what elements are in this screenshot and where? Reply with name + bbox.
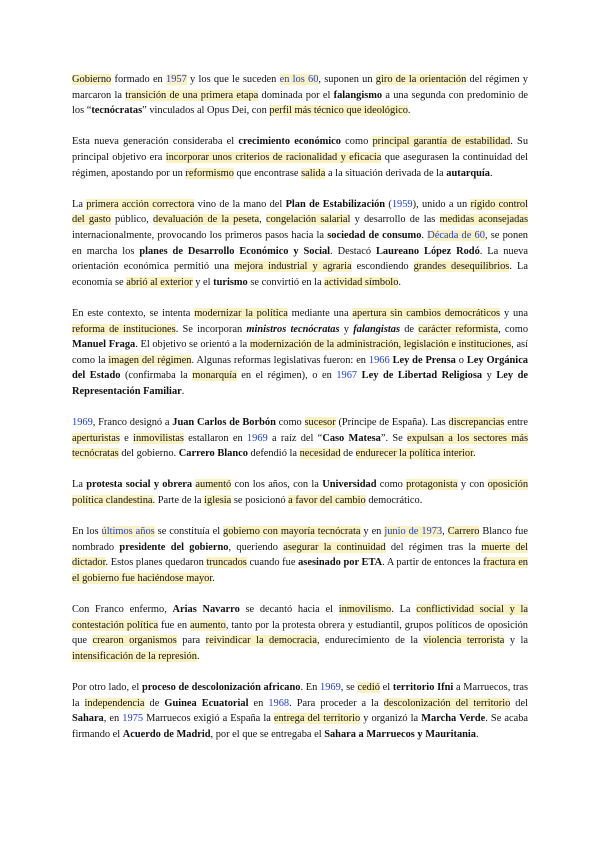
text-run: Con Franco enfermo, bbox=[72, 604, 173, 616]
text-run: del régimen y marcaron la bbox=[72, 74, 528, 101]
paragraph-carrero-blanco bbox=[72, 524, 528, 586]
text-run: apertura sin cambios democráticos bbox=[352, 307, 501, 319]
text-run: expulsan a los sectores más tecnócratas bbox=[72, 432, 528, 460]
text-run: conflictividad social y la contestación política bbox=[72, 604, 528, 631]
text-run: modernización de la administración, legislación e instituciones bbox=[249, 339, 512, 351]
text-run: Esta nueva generación consideraba el bbox=[72, 136, 239, 148]
text-run: monarquía bbox=[192, 370, 237, 382]
text-run: y la bbox=[504, 635, 529, 647]
text-run: 1968 bbox=[268, 697, 290, 709]
text-run: , bbox=[442, 526, 448, 538]
text-run: imagen del régimen bbox=[108, 354, 192, 366]
text-run: . bbox=[398, 276, 401, 288]
text-run: giro de la orientación bbox=[375, 74, 467, 85]
text-run: primera acción correctora bbox=[86, 198, 195, 210]
text-run: asesinado por ETA bbox=[298, 557, 383, 569]
text-run: Carrero bbox=[447, 526, 480, 538]
text-run: 1969 bbox=[246, 432, 268, 444]
text-run: principal garantía de estabilidad bbox=[372, 136, 511, 148]
text-run: como bbox=[376, 479, 407, 491]
text-run: estallaron en bbox=[183, 432, 247, 444]
text-run: escondiendo bbox=[351, 261, 414, 273]
text-run: , se ponen en marcha los bbox=[72, 229, 528, 257]
text-run: 1966 bbox=[368, 354, 390, 366]
text-run: aperturistas bbox=[72, 432, 120, 444]
text-run: . bbox=[421, 229, 428, 241]
text-run: de bbox=[400, 323, 419, 335]
text-run: . El objetivo se orientó a la bbox=[135, 339, 250, 351]
text-run: muerte del dictador bbox=[72, 541, 529, 569]
text-run: entrega del territorio bbox=[273, 713, 361, 725]
paragraph-sucesion-juan-carlos bbox=[72, 415, 528, 462]
text-run: en bbox=[248, 697, 269, 709]
text-run: Ley de Prensa bbox=[392, 354, 456, 366]
text-run: y una bbox=[500, 307, 528, 319]
text-run: intensificación de la represión bbox=[72, 650, 197, 662]
text-run: Por otro lado, el bbox=[72, 682, 142, 694]
text-run: junio de 1973 bbox=[384, 526, 443, 538]
text-run: (confirmaba la bbox=[120, 370, 193, 382]
text-run: Ley Orgánica del Estado bbox=[72, 354, 529, 382]
text-run: 1967 bbox=[336, 370, 358, 382]
text-run: 1969 bbox=[320, 682, 341, 694]
text-run: público, bbox=[110, 214, 154, 226]
text-run: a la situación derivada de la bbox=[325, 167, 447, 179]
text-run: , como bbox=[498, 323, 529, 335]
text-run: 1959 bbox=[391, 198, 413, 210]
text-run: , se bbox=[340, 682, 358, 694]
text-run: aumento bbox=[190, 619, 226, 631]
text-run: o bbox=[455, 354, 467, 366]
text-run: Ley de Representación Familiar bbox=[72, 370, 528, 397]
text-run: para bbox=[176, 635, 206, 647]
text-run: , así como la bbox=[72, 339, 528, 366]
text-run: se decantó hacia el bbox=[239, 604, 339, 616]
text-run: ministros tecnócratas bbox=[246, 323, 340, 335]
text-run: y bbox=[339, 323, 354, 335]
text-run: 1957 bbox=[166, 74, 187, 85]
text-run: reforma de instituciones bbox=[72, 323, 176, 335]
text-run: Marruecos exigió a España la bbox=[143, 713, 274, 725]
text-run: presidente del gobierno bbox=[119, 541, 229, 553]
text-run: y los que le suceden bbox=[186, 74, 280, 85]
text-run: . La bbox=[391, 604, 417, 616]
text-run: incorporar unos criterios de racionalidad y eficacia bbox=[165, 151, 382, 163]
text-run: gobierno con mayoría tecnócrata bbox=[223, 526, 361, 538]
text-run: devaluación de la peseta bbox=[153, 214, 260, 226]
text-run: internacionalmente, provocando los primeros pasos hacia la bbox=[72, 229, 328, 241]
text-run: Laureano López Rodó bbox=[375, 245, 480, 257]
text-run: sucesor bbox=[304, 417, 336, 429]
text-run: . Estos planes quedaron bbox=[105, 557, 207, 569]
text-run: Juan Carlos de Borbón bbox=[172, 417, 276, 429]
text-run: Ley de Libertad Religiosa bbox=[361, 370, 483, 382]
text-run: y organizó la bbox=[360, 713, 422, 725]
text-run: con los años, con la bbox=[231, 479, 323, 491]
paragraph-protesta-social bbox=[72, 477, 528, 508]
text-run: reivindicar la democracia bbox=[205, 635, 317, 647]
text-run: ), unido a un bbox=[412, 198, 471, 210]
text-run: Manuel Fraga bbox=[72, 339, 136, 351]
text-run: proceso de descolonización africano bbox=[141, 682, 301, 694]
paragraph-descolonizacion bbox=[72, 680, 528, 742]
text-run: . A partir de entonces la bbox=[382, 557, 484, 569]
text-run: actividad símbolo bbox=[324, 276, 399, 288]
text-run: Gobierno bbox=[72, 74, 112, 85]
text-run: grandes desequilibrios bbox=[413, 261, 510, 273]
text-run: y en bbox=[360, 526, 385, 538]
text-run: descolonización del territorio bbox=[383, 697, 511, 709]
text-run: autarquía bbox=[446, 167, 490, 179]
text-run: democrático. bbox=[365, 495, 423, 507]
text-run: que asegurasen la continuidad del régimen, apostando por un bbox=[72, 151, 528, 179]
text-run: (Príncipe de España). Las bbox=[335, 417, 449, 429]
text-run: . bbox=[407, 105, 411, 117]
paragraph-arias-navarro bbox=[72, 602, 528, 664]
text-run: y desarrollo de las bbox=[350, 214, 440, 226]
text-run: protagonista bbox=[406, 479, 458, 491]
text-run: necesidad bbox=[299, 448, 341, 460]
text-run: dominada por el bbox=[258, 89, 334, 101]
text-run: de bbox=[340, 448, 356, 460]
text-run: La bbox=[72, 198, 87, 210]
text-run: . La nueva orientación económica permitió una bbox=[72, 245, 528, 273]
text-run: crearon organismos bbox=[92, 635, 177, 647]
text-run: Universidad bbox=[322, 479, 377, 491]
text-run: el bbox=[379, 682, 393, 694]
text-run: Acuerdo de Madrid bbox=[122, 728, 211, 740]
text-run: asegurar la continuidad bbox=[283, 541, 386, 553]
text-run: , en bbox=[103, 713, 123, 725]
text-run: en el régimen), o en bbox=[236, 370, 337, 382]
text-run: , bbox=[259, 214, 266, 226]
text-run: oposición política clandestina bbox=[72, 479, 529, 507]
text-run: crecimiento económico bbox=[238, 136, 341, 148]
text-run: , queriendo bbox=[228, 541, 284, 553]
text-run: territorio Ifni bbox=[392, 682, 454, 694]
text-run: 1969 bbox=[72, 417, 93, 429]
text-run: del régimen tras la bbox=[385, 541, 482, 553]
text-run: , tanto por la protesta obrera y estudiantil, grupos políticos de oposición que bbox=[72, 619, 528, 647]
text-run: a una segunda con predominio de los “ bbox=[72, 89, 528, 117]
text-run: . La economía se bbox=[72, 261, 528, 288]
text-run: y con bbox=[457, 479, 488, 491]
text-run: Arias Navarro bbox=[172, 604, 240, 616]
text-run: modernizar la política bbox=[194, 307, 288, 319]
text-run: medidas aconsejadas bbox=[439, 214, 528, 226]
text-run: protesta social y obrera bbox=[86, 479, 193, 491]
text-run: en los 60 bbox=[279, 74, 319, 85]
text-run: a favor del cambio bbox=[288, 495, 366, 507]
paragraph-crecimiento-economico bbox=[72, 134, 528, 181]
text-run: ( bbox=[385, 198, 392, 210]
text-run: , endurecimiento de la bbox=[316, 635, 424, 647]
text-run: , Franco designó a bbox=[92, 417, 173, 429]
text-run: independencia bbox=[84, 697, 145, 709]
text-run: Sahara bbox=[72, 713, 104, 725]
text-run: . bbox=[473, 448, 476, 460]
text-run: y bbox=[482, 370, 497, 382]
text-run: discrepancias bbox=[448, 417, 505, 429]
text-run: La bbox=[72, 479, 87, 491]
text-run: . En bbox=[300, 682, 321, 694]
text-run: falangistas bbox=[353, 323, 400, 335]
text-run: Década de 60 bbox=[427, 229, 485, 241]
text-run: transición de una primera etapa bbox=[125, 89, 259, 101]
paragraph-plan-estabilizacion bbox=[72, 197, 528, 291]
text-run: aumentó bbox=[195, 479, 232, 491]
text-run: . bbox=[476, 728, 479, 740]
text-run: . Su principal objetivo era bbox=[72, 136, 529, 163]
text-run: mejora industrial y agraria bbox=[234, 261, 352, 273]
text-run: cedió bbox=[357, 682, 380, 694]
text-run: que encontrase bbox=[233, 167, 302, 179]
text-run: falangismo bbox=[333, 89, 383, 101]
text-run: Marcha Verde bbox=[421, 713, 486, 725]
text-run: cuando fue bbox=[246, 557, 299, 569]
text-run: . bbox=[489, 167, 493, 179]
text-run: planes de Desarrollo Económico y Social bbox=[139, 245, 331, 257]
text-run: inmovilismo bbox=[338, 604, 392, 616]
text-run: En este contexto, se intenta bbox=[72, 307, 195, 319]
text-run: sociedad de consumo bbox=[327, 229, 422, 241]
text-run: del bbox=[510, 697, 528, 709]
text-run: formado en bbox=[111, 74, 167, 85]
text-run: En los bbox=[72, 526, 102, 538]
text-run: iglesia bbox=[204, 495, 232, 507]
text-run: Blanco fue nombrado bbox=[72, 526, 528, 553]
text-run: de bbox=[144, 697, 165, 709]
text-run: salida bbox=[301, 167, 326, 179]
text-run: . Destacó bbox=[330, 245, 376, 257]
text-run: y el bbox=[192, 276, 214, 288]
text-run: defendió la bbox=[247, 448, 300, 460]
text-run: últimos años bbox=[101, 526, 155, 538]
text-run: inmovilistas bbox=[133, 432, 184, 444]
text-run: endurecer la política interior bbox=[355, 448, 473, 460]
text-run: e bbox=[119, 432, 134, 444]
text-run: mediante una bbox=[287, 307, 353, 319]
text-run: Caso Matesa bbox=[322, 432, 381, 444]
text-run: . Se incorporan bbox=[175, 323, 247, 335]
text-run: Guinea Ecuatorial bbox=[164, 697, 249, 709]
text-run: carácter reformista bbox=[418, 323, 499, 335]
text-run: abrió al exterior bbox=[126, 276, 193, 288]
text-run: del gobierno. bbox=[118, 448, 179, 460]
text-run: . Algunas reformas legislativas fueron: en bbox=[191, 354, 369, 366]
text-run: como bbox=[275, 417, 305, 429]
text-run: congelación salarial bbox=[265, 214, 351, 226]
paragraph-gobierno-tecnocratas bbox=[72, 72, 528, 119]
text-run: fue en bbox=[158, 619, 191, 631]
text-run: vino de la mano del bbox=[194, 198, 286, 210]
text-run: ”. Se bbox=[380, 432, 407, 444]
text-run: reformismo bbox=[185, 167, 234, 179]
text-run: Plan de Estabilización bbox=[285, 198, 386, 210]
text-run: . bbox=[212, 573, 215, 584]
paragraph-modernizar-politica bbox=[72, 306, 528, 400]
text-run: perfil más técnico que ideológico bbox=[269, 105, 408, 117]
text-run: 1975 bbox=[122, 713, 144, 725]
text-run: Carrero Blanco bbox=[178, 448, 248, 460]
text-run: como bbox=[341, 136, 373, 148]
text-run: se convirtió en la bbox=[247, 276, 325, 288]
text-run: turismo bbox=[213, 276, 248, 288]
text-run: Sahara a Marruecos y Mauritania bbox=[324, 728, 477, 740]
text-run: ” vinculados al Opus Dei, con bbox=[142, 105, 270, 117]
text-run: . Para proceder a la bbox=[289, 697, 384, 709]
text-run: . bbox=[181, 385, 185, 397]
text-run: se posicionó bbox=[231, 495, 289, 507]
text-run: , por el que se entregaba el bbox=[210, 728, 325, 740]
text-run: a Marruecos, tras la bbox=[72, 682, 528, 709]
text-run: fractura en el gobierno fue haciéndose mayor bbox=[72, 557, 528, 584]
text-run: se constituía el bbox=[154, 526, 224, 538]
text-run: entre bbox=[504, 417, 529, 429]
text-run: . bbox=[196, 650, 200, 662]
text-run: rígido control del gasto bbox=[72, 198, 528, 226]
text-run: violencia terrorista bbox=[423, 635, 505, 647]
text-run: . Parte de la bbox=[152, 495, 205, 507]
text-run: . Se acaba firmando el bbox=[72, 713, 529, 740]
text-run: truncados bbox=[206, 557, 247, 569]
text-run: tecnócratas bbox=[91, 105, 143, 117]
text-run: , suponen un bbox=[318, 74, 376, 85]
text-run: a raíz del “ bbox=[267, 432, 323, 444]
